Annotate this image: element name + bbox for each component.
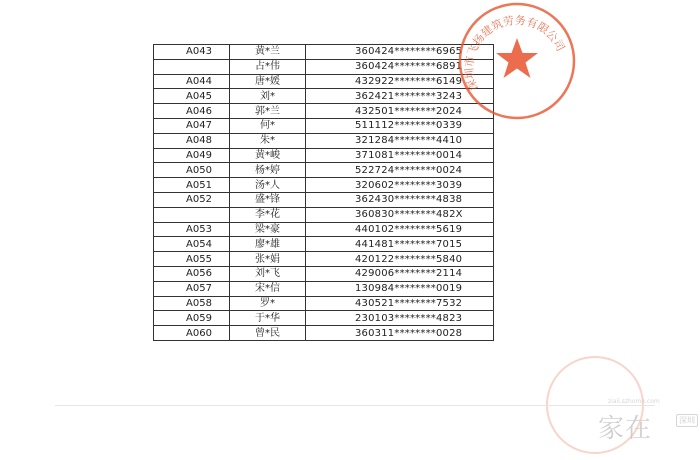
row-id-cell: 130984********0019	[306, 281, 494, 296]
table-row	[154, 296, 494, 311]
row-name-cell: 黄*兰	[230, 45, 306, 60]
row-code-cell: A051	[154, 178, 230, 193]
row-id-cell: 230103********4823	[306, 311, 494, 326]
row-id-cell: 429006********2114	[306, 266, 494, 281]
row-id-cell: 360830********482X	[306, 207, 494, 222]
row-code-cell	[154, 207, 230, 222]
table-row	[154, 59, 494, 74]
table-row	[154, 311, 494, 326]
row-id-cell: 371081********0014	[306, 148, 494, 163]
row-name-cell: 宋*信	[230, 281, 306, 296]
page-divider	[55, 405, 655, 406]
row-name-cell: 于*华	[230, 311, 306, 326]
row-id-cell: 441481********7015	[306, 237, 494, 252]
row-name-cell: 张*娟	[230, 252, 306, 267]
table-row	[154, 222, 494, 237]
row-code-cell: A043	[154, 45, 230, 60]
row-id-cell: 360424********6965	[306, 45, 494, 60]
row-id-cell: 432922********6149	[306, 74, 494, 89]
row-code-cell: A056	[154, 266, 230, 281]
row-code-cell: A045	[154, 89, 230, 104]
row-code-cell: A059	[154, 311, 230, 326]
row-code-cell: A049	[154, 148, 230, 163]
row-code-cell	[154, 59, 230, 74]
row-id-cell: 420122********5840	[306, 252, 494, 267]
row-name-cell: 罗*	[230, 296, 306, 311]
row-code-cell: A058	[154, 296, 230, 311]
row-name-cell: 曾*民	[230, 326, 306, 341]
row-id-cell: 360311********0028	[306, 326, 494, 341]
row-id-cell: 321284********4410	[306, 133, 494, 148]
table-row	[154, 104, 494, 119]
row-name-cell: 占*伟	[230, 59, 306, 74]
row-name-cell: 李*花	[230, 207, 306, 222]
row-code-cell: A052	[154, 192, 230, 207]
row-name-cell: 汤*人	[230, 178, 306, 193]
row-name-cell: 郭*兰	[230, 104, 306, 119]
row-code-cell: A047	[154, 118, 230, 133]
row-id-cell: 440102********5619	[306, 222, 494, 237]
table-row	[154, 163, 494, 178]
table-row	[154, 192, 494, 207]
row-name-cell: 梁*豪	[230, 222, 306, 237]
table-row	[154, 281, 494, 296]
seal-star-icon	[496, 38, 538, 78]
row-id-cell: 430521********7532	[306, 296, 494, 311]
table-row	[154, 237, 494, 252]
table-row	[154, 326, 494, 341]
row-id-cell: 362430********4838	[306, 192, 494, 207]
table-row	[154, 118, 494, 133]
row-code-cell: A048	[154, 133, 230, 148]
row-name-cell: 盛*锋	[230, 192, 306, 207]
table-row	[154, 252, 494, 267]
row-name-cell: 刘*	[230, 89, 306, 104]
row-name-cell: 廖*雄	[230, 237, 306, 252]
row-name-cell: 朱*	[230, 133, 306, 148]
watermark-brand: 家在	[598, 414, 653, 444]
row-id-cell: 522724********0024	[306, 163, 494, 178]
table-row	[154, 89, 494, 104]
table-row	[154, 266, 494, 281]
row-id-cell: 320602********3039	[306, 178, 494, 193]
row-code-cell: A053	[154, 222, 230, 237]
table-row	[154, 45, 494, 60]
roster-table-body	[154, 45, 494, 341]
row-code-cell: A054	[154, 237, 230, 252]
row-name-cell: 何*	[230, 118, 306, 133]
table-row	[154, 148, 494, 163]
company-seal	[452, 0, 582, 126]
row-id-cell: 360424********6891	[306, 59, 494, 74]
row-code-cell: A050	[154, 163, 230, 178]
table-row	[154, 178, 494, 193]
row-id-cell: 511112********0339	[306, 118, 494, 133]
row-code-cell: A055	[154, 252, 230, 267]
row-name-cell: 唐*媛	[230, 74, 306, 89]
watermark-url: ziaii.szhome.com	[608, 398, 660, 405]
row-name-cell: 黄*峻	[230, 148, 306, 163]
row-id-cell: 362421********3243	[306, 89, 494, 104]
watermark-badge: 深圳	[676, 414, 698, 427]
table-row	[154, 133, 494, 148]
row-code-cell: A044	[154, 74, 230, 89]
row-code-cell: A060	[154, 326, 230, 341]
row-name-cell: 杨*婷	[230, 163, 306, 178]
seal-text: 深圳市飞扬建筑劳务有限公司	[462, 13, 568, 93]
roster-table	[153, 44, 494, 341]
table-row	[154, 74, 494, 89]
row-name-cell: 刘*飞	[230, 266, 306, 281]
table-row	[154, 207, 494, 222]
row-code-cell: A046	[154, 104, 230, 119]
row-id-cell: 432501********2024	[306, 104, 494, 119]
row-code-cell: A057	[154, 281, 230, 296]
